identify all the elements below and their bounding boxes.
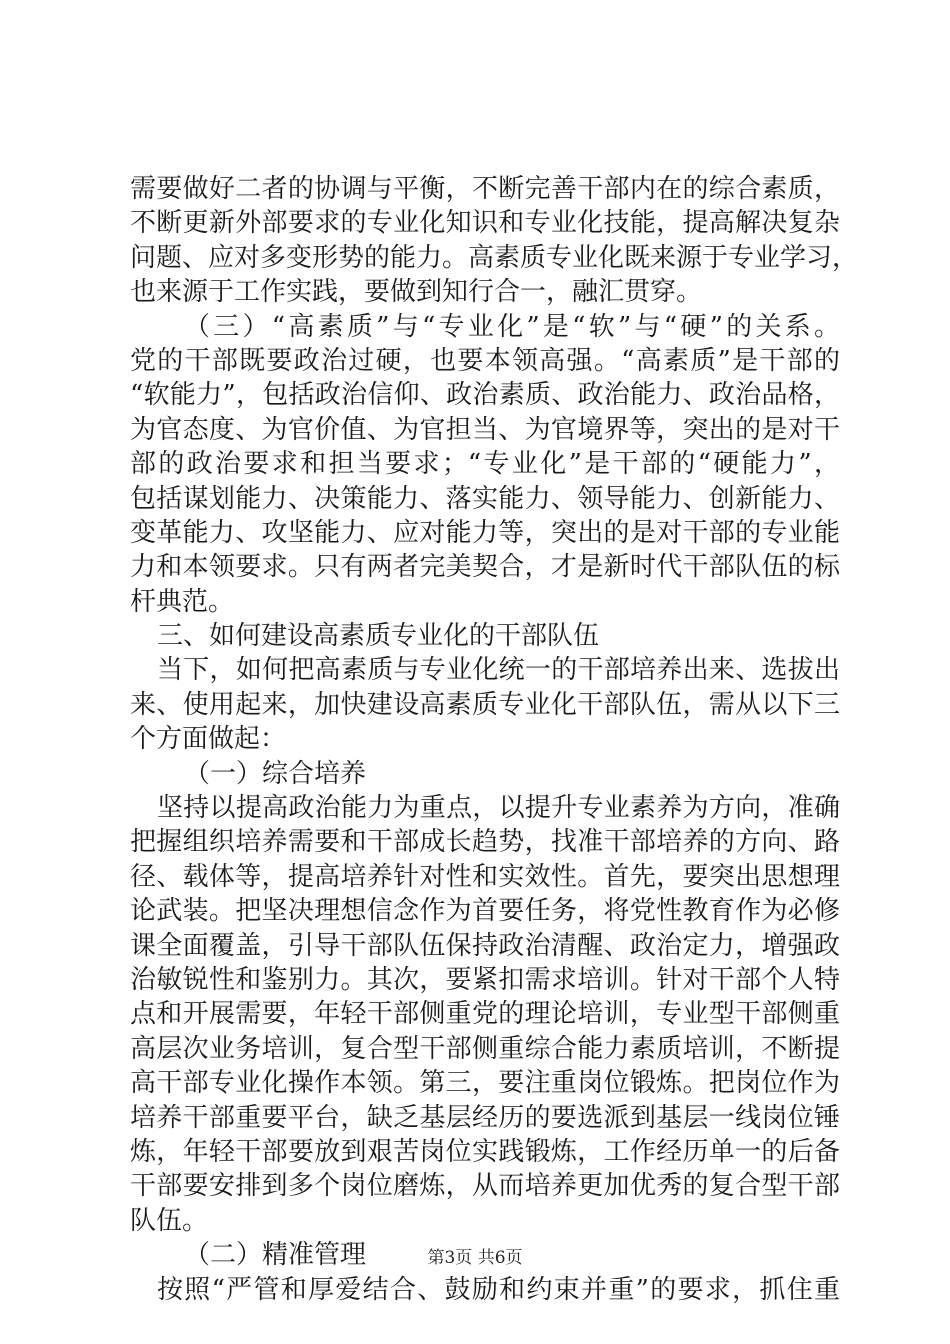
- text-line: 培养干部重要平台，缺乏基层经历的要选派到基层一线岗位锤: [130, 1102, 840, 1133]
- text-line: “软能力”，包括政治信仰、政治素质、政治能力、政治品格，: [130, 380, 840, 411]
- page-footer: 第3页 共6页: [427, 1248, 523, 1268]
- text-line: 论武装。把坚决理想信念作为首要任务，将党性教育作为必修: [130, 896, 840, 927]
- text-line: 变革能力、攻坚能力、应对能力等，突出的是对干部的专业能: [130, 517, 840, 548]
- text-line: 高干部专业化操作本领。第三，要注重岗位锻炼。把岗位作为: [130, 1068, 840, 1099]
- text-line: 力和本领要求。只有两者完美契合，才是新时代干部队伍的标: [130, 552, 840, 583]
- text-line: 党的干部既要政治过硬，也要本领高强。“高素质”是干部的: [130, 345, 840, 376]
- text-line: 径、载体等，提高培养针对性和实效性。首先，要突出思想理: [130, 861, 840, 892]
- text-line: 三、如何建设高素质专业化的干部队伍: [157, 621, 600, 652]
- text-line: 来、使用起来，加快建设高素质专业化干部队伍，需从以下三: [130, 689, 840, 720]
- text-line: 需要做好二者的协调与平衡，不断完善干部内在的综合素质，: [130, 174, 840, 204]
- text-line: （一）综合培养: [184, 758, 367, 789]
- text-line: 炼，年轻干部要放到艰苦岗位实践锻炼，工作经历单一的后备: [130, 1136, 840, 1167]
- text-line: 问题、应对多变形势的能力。高素质专业化既来源于专业学习，: [130, 242, 859, 273]
- text-line: 课全面覆盖，引导干部队伍保持政治清醒、政治定力，增强政: [130, 930, 840, 961]
- text-line: 不断更新外部要求的专业化知识和专业化技能，提高解决复杂: [130, 208, 840, 239]
- text-line: 按照“严管和厚爱结合、鼓励和约束并重”的要求，抓住重: [157, 1274, 840, 1305]
- text-line: 治敏锐性和鉴别力。其次，要紧扣需求培训。针对干部个人特: [130, 964, 840, 995]
- text-line: 个方面做起：: [130, 724, 287, 755]
- text-line: 包括谋划能力、决策能力、落实能力、领导能力、创新能力、: [130, 483, 840, 514]
- text-line: 当下，如何把高素质与专业化统一的干部培养出来、选拔出: [157, 655, 840, 686]
- text-line: 干部要安排到多个岗位磨炼，从而培养更加优秀的复合型干部: [130, 1171, 840, 1202]
- text-line: 坚持以提高政治能力为重点，以提升专业素养为方向，准确: [157, 793, 840, 824]
- text-line: 高层次业务培训，复合型干部侧重综合能力素质培训，不断提: [130, 1033, 840, 1064]
- text-line: 部的政治要求和担当要求；“专业化”是干部的“硬能力”，: [130, 449, 840, 480]
- text-line: （三）“高素质”与“专业化”是“软”与“硬”的关系。: [184, 311, 840, 342]
- text-line: 也来源于工作实践，要做到知行合一，融汇贯穿。: [130, 277, 703, 308]
- text-line: 点和开展需要，年轻干部侧重党的理论培训，专业型干部侧重: [130, 999, 840, 1030]
- text-line: 队伍。: [130, 1205, 209, 1236]
- text-line: 为官态度、为官价值、为官担当、为官境界等，突出的是对干: [130, 414, 840, 445]
- text-line: 杆典范。: [130, 586, 235, 617]
- text-line: （二）精准管理: [184, 1240, 367, 1271]
- document-body: [130, 172, 859, 1307]
- text-line: 把握组织培养需要和干部成长趋势，找准干部培养的方向、路: [130, 827, 840, 858]
